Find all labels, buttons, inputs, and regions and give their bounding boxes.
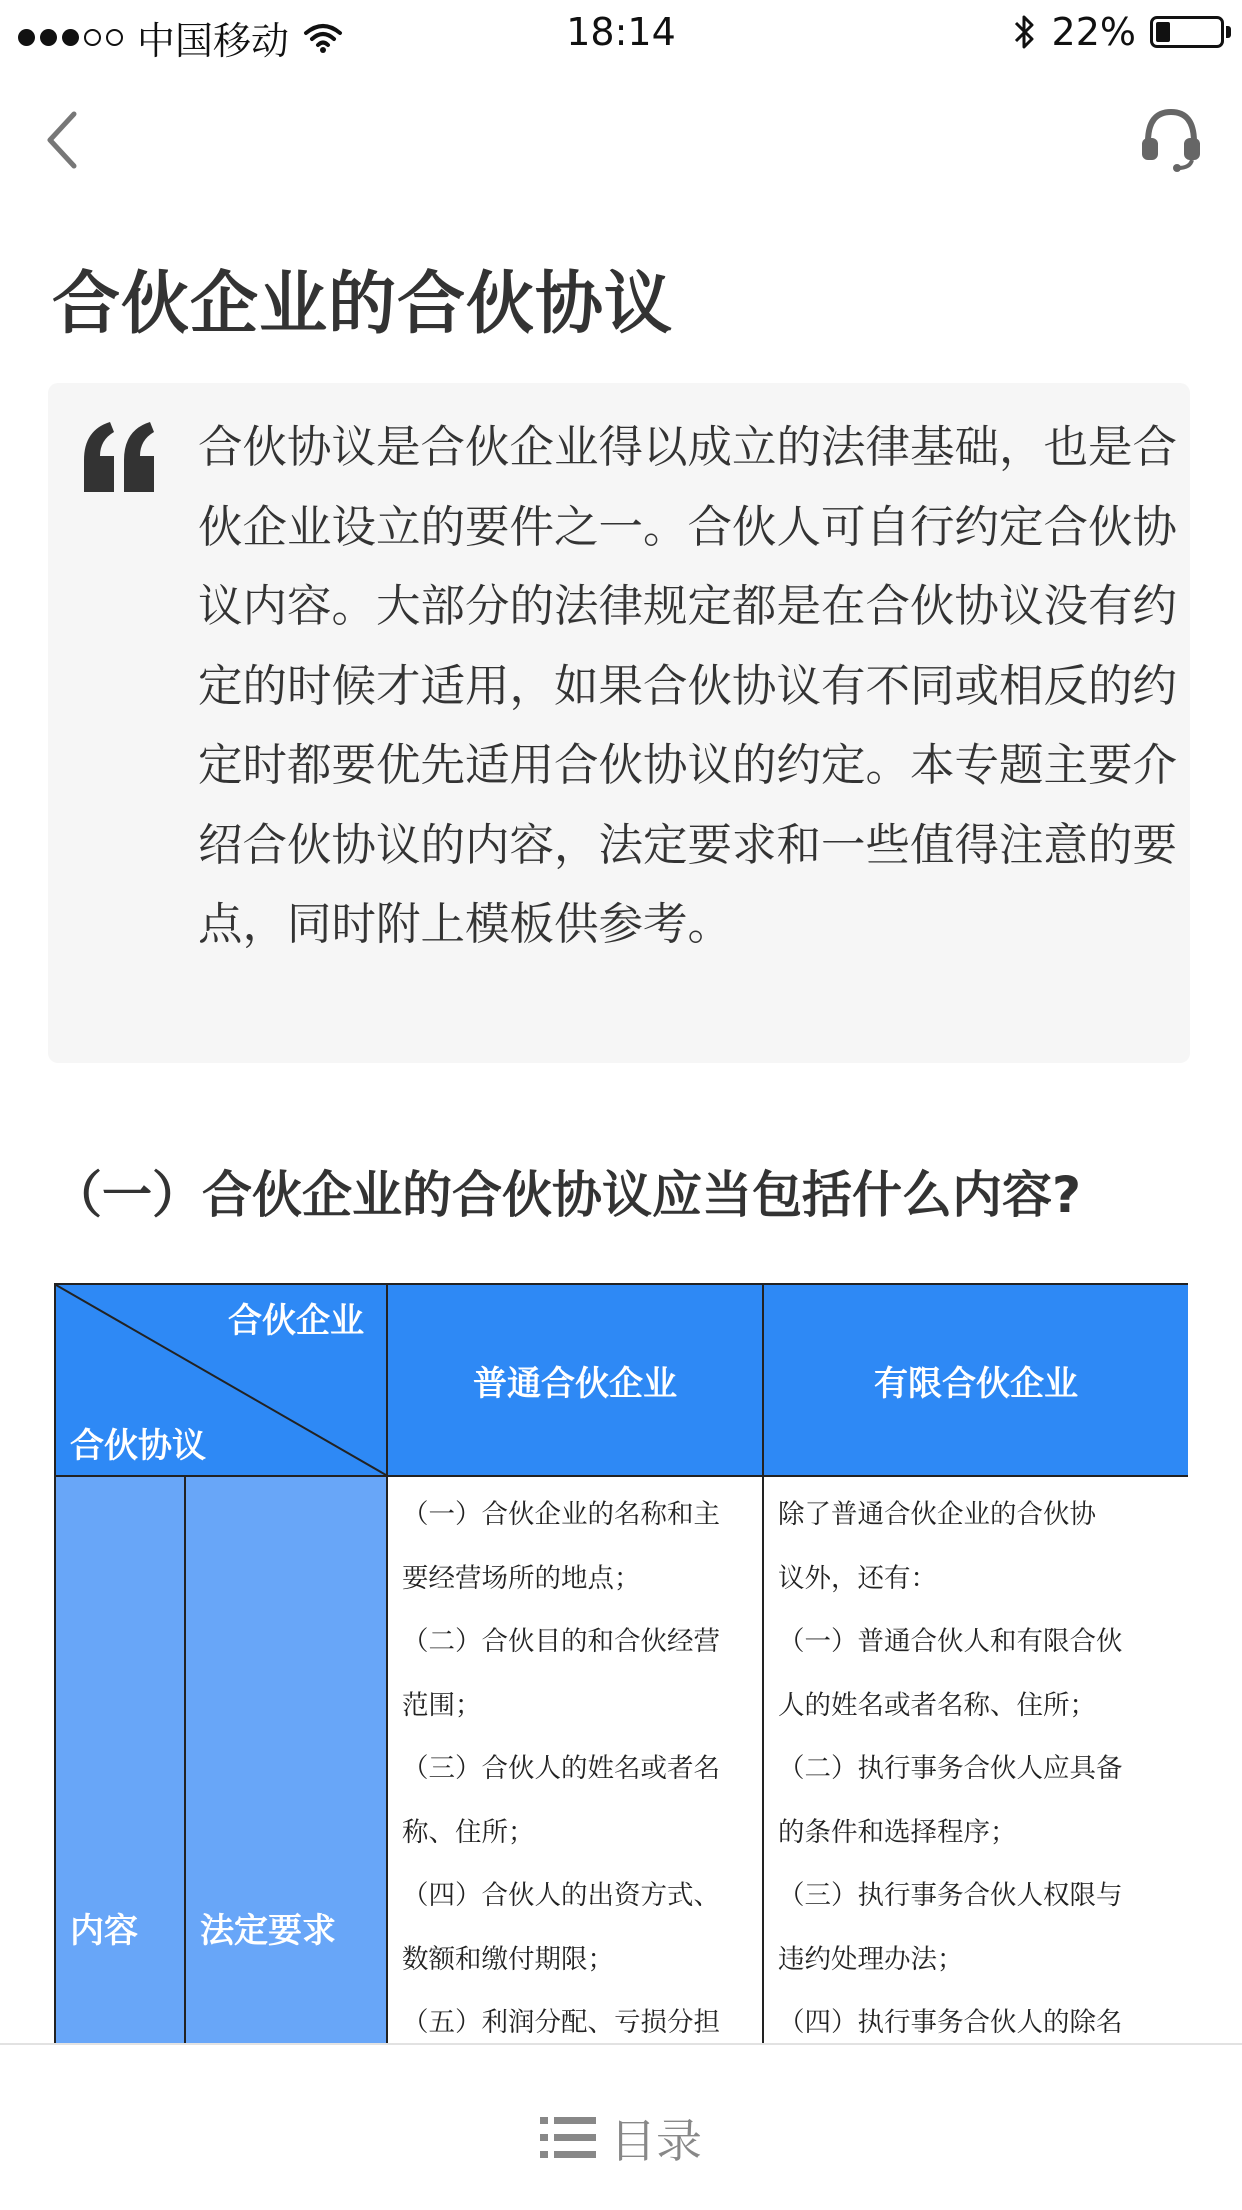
status-time: 18:14 bbox=[566, 10, 676, 54]
general-line: （二）合伙目的和合伙经营 bbox=[402, 1626, 720, 1657]
list-icon bbox=[540, 2115, 596, 2161]
partnership-table bbox=[54, 1283, 1188, 2043]
status-right bbox=[1012, 10, 1224, 54]
row-label-legal-requirements: 法定要求 bbox=[185, 1476, 387, 2043]
general-line: （五）利润分配、亏损分担 bbox=[402, 2007, 720, 2038]
row-label-content: 内容 bbox=[55, 1476, 185, 2043]
intro-text: 合伙协议是合伙企业得以成立的法律基础，也是合伙企业设立的要件之一。合伙人可自行约定合伙协议内容。大部分的法律规定都是在合伙协议没有约定的时候才适用，如果合伙协议有不同或相反的约定时都要优先适用合伙协议的约定。本专题主要介绍合伙协议的内容，法定要求和一些值得注意的要点，同时附上模板供参考。 bbox=[198, 422, 1178, 950]
section-heading: （一）合伙企业的合伙协议应当包括什么内容? bbox=[52, 1166, 1082, 1224]
header-limited-partnership: 有限合伙企业 bbox=[763, 1284, 1188, 1476]
header-general-partnership: 普通合伙企业 bbox=[387, 1284, 763, 1476]
limited-line: 议外，还有： bbox=[778, 1562, 937, 1594]
limited-line: 的条件和选择程序； bbox=[778, 1816, 1017, 1848]
general-line: （一）合伙企业的名称和主 bbox=[402, 1499, 720, 1530]
general-requirements-cell bbox=[387, 1476, 763, 2043]
general-line: 要经营场所的地点； bbox=[402, 1562, 641, 1594]
limited-line: （一）普通合伙人和有限合伙 bbox=[778, 1626, 1123, 1657]
chevron-left-icon[interactable] bbox=[40, 108, 88, 172]
battery-percent: 22% bbox=[1051, 10, 1136, 54]
limited-line: （四）执行事务合伙人的除名 bbox=[778, 2007, 1123, 2038]
general-line: 数额和缴付期限； bbox=[402, 1943, 614, 1975]
table-of-contents-button[interactable] bbox=[540, 2105, 702, 2171]
corner-bottom-label: 合伙协议 bbox=[70, 1426, 206, 1466]
page-title: 合伙企业的合伙协议 bbox=[52, 265, 674, 344]
general-line: 范围； bbox=[402, 1689, 482, 1721]
carrier-name: 中国移动 bbox=[137, 19, 290, 63]
status-bar bbox=[0, 0, 1242, 70]
general-line: （三）合伙人的姓名或者名 bbox=[402, 1753, 720, 1784]
quote-open-icon bbox=[78, 418, 160, 494]
battery-icon bbox=[1150, 16, 1224, 48]
limited-line: 除了普通合伙企业的合伙协 bbox=[778, 1499, 1096, 1530]
limited-line: （二）执行事务合伙人应具备 bbox=[778, 1753, 1123, 1784]
table-corner-cell bbox=[55, 1284, 387, 1476]
general-line: 称、住所； bbox=[402, 1816, 535, 1848]
bluetooth-icon bbox=[1012, 13, 1038, 51]
battery-level-fill bbox=[1156, 22, 1170, 42]
bottom-bar bbox=[0, 2043, 1242, 2210]
limited-line: （三）执行事务合伙人权限与 bbox=[778, 1880, 1123, 1911]
limited-requirements-cell bbox=[763, 1476, 1188, 2043]
general-line: （四）合伙人的出资方式、 bbox=[402, 1880, 720, 1911]
partnership-table-grid bbox=[54, 1283, 1188, 2043]
intro-box bbox=[48, 383, 1190, 1063]
limited-line: 人的姓名或者名称、住所； bbox=[778, 1689, 1096, 1721]
limited-line: 违约处理办法； bbox=[778, 1943, 964, 1975]
headset-icon[interactable] bbox=[1136, 104, 1206, 174]
toc-label: 目录 bbox=[610, 2114, 702, 2168]
corner-top-label: 合伙企业 bbox=[228, 1301, 364, 1341]
